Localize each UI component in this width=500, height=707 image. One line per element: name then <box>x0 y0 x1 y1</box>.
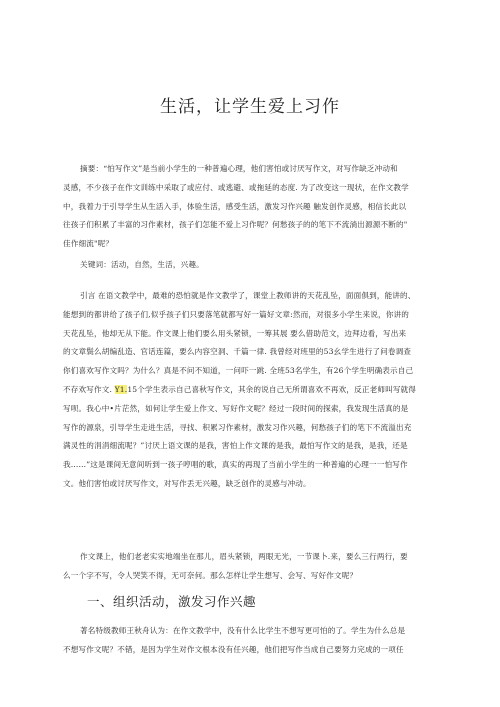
abstract-line: 中，我着力于引导学生从生活入手，体验生活，感受生活，激发习作兴趣 触发创作灵感，相信长此以 <box>63 201 407 211</box>
abstract-paragraph <box>63 160 445 254</box>
intro-line: 的文章鬓么胡编乱造、官话连篇，要么内容空洞、千篇一律. 我曾经对班里的53幺学生进行了问卷调查 <box>63 347 412 357</box>
abstract-line: 摘要：“怕写作文”是当前小学生的一种普遍心理，他们害怕或讨厌写作文，对写作缺乏冲动和 <box>80 164 398 173</box>
classroom-line: 作文课上，他们老老实实地端坐在那儿，眉头紧锁，两眼无光，一节课卜.来，要么三行两行，要 <box>80 552 408 561</box>
abstract-line: 佳作细流"呢？ <box>63 239 114 249</box>
intro-line: 你们喜欢写作文吗？为什么？真是不问不知道，一问吓一跳. 全班53名学生，有26个学生明确表示自己 <box>63 366 414 376</box>
intro-line: 能想到的都讲给了孩子们,似乎孩子们只要落笔就都写好一篇好文章:然而，对很多小学生来说，你讲的 <box>63 309 409 319</box>
intro-paragraph <box>63 287 445 494</box>
keywords-line: 关键词：活动，自然，生活，兴趣。 <box>80 260 204 269</box>
classroom-line: 么一个字不写，令人哭笑不得，无可奈何。那么怎样让学生想写、会写、写好作文呢？ <box>63 570 358 580</box>
abstract-line: 往孩子们积累了丰富的习作素材，孩子们怎能不爱上习作呢？何愁孩子的的笔下不流淌出源源不断的" <box>63 220 408 230</box>
intro-line: 引言 在语文教学中，最难的恐怕就是作文教学了，课堂上教师讲的天花乱坠，面面俱到，能讲的、 <box>80 291 416 300</box>
intro-line: 文。他们害怕或讨厌写作文，对写作丢无兴趣，缺乏创作的灵感与冲动。 <box>63 478 311 488</box>
keywords-paragraph <box>63 256 445 275</box>
abstract-line: 灵感，不少孩子在作文训练中采取了或应付、或逃避、或拖延的态度. 为了改变这一现状，在作文教学 <box>63 182 409 192</box>
intro-line: 写呗。我心中•片茫然，如何让学生爱上作文、写好作文呢？经过一段时间的探索，我发现生活真的是 <box>63 403 409 413</box>
section1-line: 不想写作文呢？不错，是因为学生对作文根本没有任兴趣，他们把写作当成自己要努力完成的一项任 <box>63 644 404 654</box>
intro-line: 天花乱坠，他却无从下能。作文课上他们要么用头紧锁，一筹其展 要么借助范文，边拜边看，写出来 <box>63 328 407 338</box>
section1-paragraph <box>63 622 445 660</box>
intro-line: 满灵性的涓涓细流呢？”讨厌上语文课的是我，害怕上作文课的是我，最怕写作文的是我，是我，还是 <box>63 441 408 451</box>
classroom-paragraph <box>63 548 445 586</box>
highlighted-text: Y1. <box>114 384 128 394</box>
intro-line: 写作的源泉，引导学生走进生活，寻找、积累习作素材，激发习作兴趣，何愁孩子们的笔下不流溢出充 <box>63 422 412 432</box>
section-heading: 一、组织活动，激发习作兴趣 <box>87 594 257 609</box>
document-title: 生活，让学生爱上习作 <box>160 97 340 117</box>
intro-line: 我……”这是课间无意间听到一孩子哼唱的歌，真实的再现了当前小学生的一种普遍的心理一一怕写作 <box>63 460 408 470</box>
intro-line: 不存欢写作文. Y1.15个学生表示自己喜秋写作文，其余的说自己无所谓喜欢不再欢，反正老师叫写就得 <box>63 384 417 394</box>
section1-line: 著名特级教师王秋舟认为：在作文教学中，没有什么比学生不想写更可怕的了。学生为什么总是 <box>80 626 406 635</box>
